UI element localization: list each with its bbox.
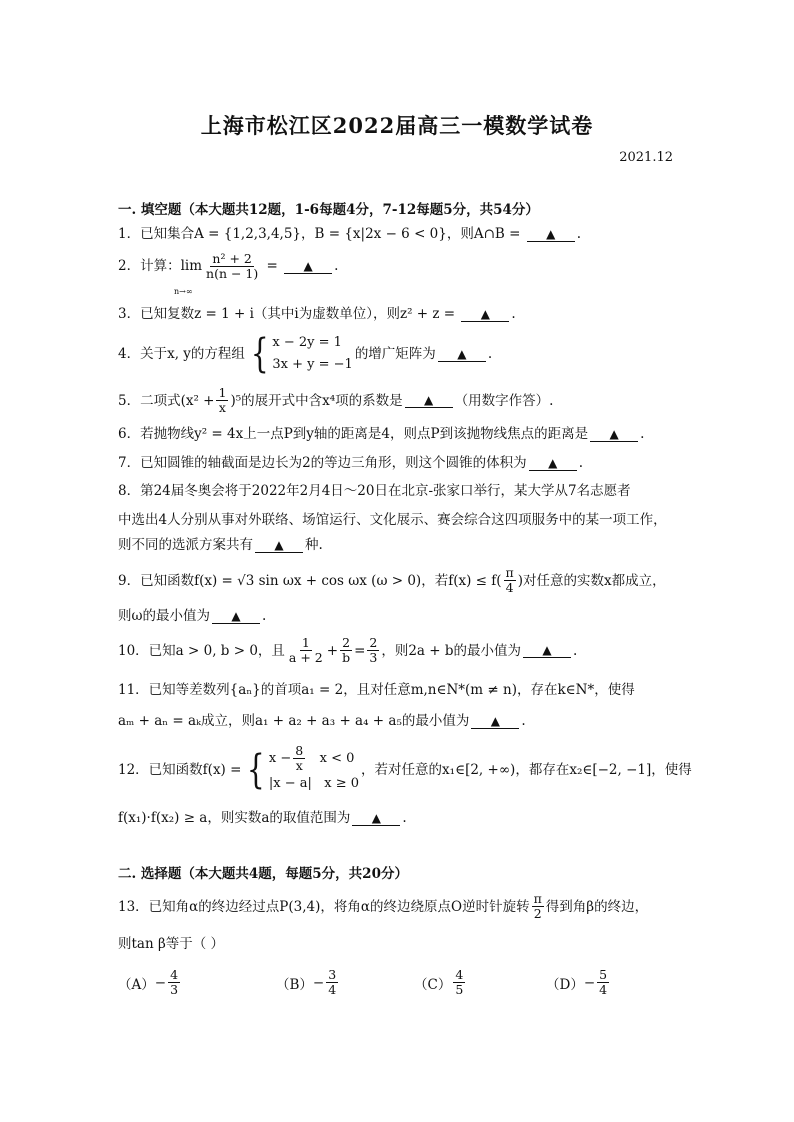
left-brace: { (250, 331, 269, 377)
answer-blank: ▲ (438, 347, 486, 362)
exam-date: 2021.12 (619, 150, 673, 165)
fraction (326, 968, 338, 997)
choice-sign: − (312, 974, 325, 991)
numerator: 1 (218, 385, 227, 400)
denominator: 5 (455, 982, 464, 997)
question-6 (118, 424, 678, 444)
question-text: 10．已知a > 0, b > 0，且 (118, 642, 285, 659)
question-text: aₘ + aₙ = aₖ成立，则a₁ + a₂ + a₃ + a₄ + a₅的最小值为 (118, 713, 470, 729)
equation-row: 3x + y = −1 (272, 357, 353, 372)
question-line: 中选出4人分别从事对外联络、场馆运行、文化展示、赛会综合这四项服务中的某一项工作， (118, 512, 667, 528)
question-3 (118, 304, 678, 324)
piece-row: |x − a| x ≥ 0 (268, 776, 360, 791)
question-text-end: . (402, 810, 407, 826)
piece-text: x − (268, 750, 292, 766)
numerator: n² + 2 (212, 251, 252, 266)
question-9-line2 (118, 606, 678, 626)
left-brace: { (247, 746, 266, 793)
question-12 (118, 743, 692, 795)
question-text: 6．若抛物线y² = 4x上一点P到y轴的距离是4，则点P到该抛物线焦点的距离是 (118, 426, 589, 442)
answer-blank: ▲ (461, 307, 509, 322)
equation-system (247, 332, 353, 376)
answer-blank: ▲ (352, 811, 400, 826)
fraction (504, 566, 516, 595)
section2-heading: 二. 选择题（本大题共4题，每题5分，共20分） (118, 866, 408, 882)
question-2 (118, 251, 678, 296)
choice-label: （A） (118, 976, 155, 993)
answer-blank: ▲ (590, 427, 638, 442)
fraction (287, 636, 325, 665)
question-11 (118, 680, 678, 700)
fraction (453, 968, 465, 997)
numerator: 5 (599, 967, 608, 982)
question-text-mid: )对任意的实数x都成立， (517, 572, 666, 589)
question-text: 12．已知函数f(x) = (118, 761, 242, 778)
question-line: 8．第24届冬奥会将于2022年2月4日～20日在北京-张家口举行，某大学从7名志愿者 (118, 483, 631, 499)
denominator: 4 (505, 580, 514, 595)
question-text-end: . (487, 346, 493, 362)
question-text-end: . (334, 258, 339, 274)
fraction (216, 386, 228, 415)
question-4 (118, 332, 678, 376)
choice-a[interactable] (118, 968, 182, 997)
question-text: 13．已知角α的终边经过点P(3,4)，将角α的终边绕原点O逆时针旋转 (118, 898, 530, 915)
numerator: 4 (170, 967, 179, 982)
piece-condition: x < 0 (307, 750, 355, 766)
choice-sign: − (583, 974, 596, 991)
exam-title: 上海市松江区2022届高三一模数学试卷 (200, 113, 594, 138)
question-text-end: . (511, 306, 516, 322)
denominator: 3 (369, 650, 378, 665)
question-8 (118, 481, 678, 501)
question-text: 3．已知复数z = 1 + i（其中i为虚数单位），则z² + z = (118, 306, 460, 322)
answer-blank: ▲ (212, 609, 260, 624)
denominator: 3 (170, 982, 179, 997)
question-text: 则tan β等于（ ） (118, 936, 225, 952)
question-text-end: 种. (305, 537, 323, 553)
question-text-mid: ，则2a + b的最小值为 (381, 642, 522, 659)
question-text: 4．关于x, y的方程组 (118, 346, 245, 362)
denominator: b (342, 650, 351, 665)
question-text-end: . (573, 642, 578, 659)
fraction (532, 892, 544, 921)
equation-row: x − 2y = 1 (272, 335, 342, 350)
choice-c[interactable] (414, 968, 467, 997)
fraction (340, 636, 352, 665)
fraction (293, 744, 305, 773)
denominator: 4 (599, 982, 608, 997)
question-5 (118, 386, 678, 415)
question-text: 则不同的选派方案共有 (118, 537, 253, 553)
question-8-line3 (118, 535, 678, 555)
question-11-line2 (118, 711, 678, 731)
choice-d[interactable] (546, 968, 611, 997)
denominator: a + 2 (288, 650, 323, 665)
denominator: n(n − 1) (206, 266, 259, 281)
question-13-line2 (118, 934, 678, 954)
question-text: 5．二项式(x² + (118, 392, 215, 409)
numerator: π (533, 891, 542, 906)
answer-blank: ▲ (405, 393, 453, 408)
question-text: 1．已知集合A = {1,2,3,4,5}，B = {x|2x − 6 < 0}，则A∩B = (118, 226, 525, 242)
question-1 (118, 224, 678, 244)
question-text-end: . (578, 455, 583, 471)
denominator: x (295, 758, 303, 773)
question-text-end: . (262, 608, 267, 624)
choice-label: （C） (414, 976, 452, 993)
denominator: 2 (533, 906, 542, 921)
question-text-mid: ，若对任意的x₁∈[2, +∞)，都存在x₂∈[−2, −1]，使得 (361, 761, 692, 778)
equals: = (354, 642, 366, 659)
choice-label: （B） (276, 976, 313, 993)
answer-blank: ▲ (527, 227, 575, 242)
numerator: 8 (295, 743, 304, 758)
numerator: 4 (455, 967, 464, 982)
question-text-mid: )⁵的展开式中含x⁴项的系数是 (230, 392, 403, 409)
question-text-end: . (521, 713, 526, 729)
question-8-line2 (118, 510, 678, 530)
question-text: f(x₁)·f(x₂) ≥ a，则实数a的取值范围为 (118, 810, 351, 826)
section1-heading: 一. 填空题（本大题共12题，1-6每题4分，7-12每题5分，共54分） (118, 202, 539, 218)
fraction (204, 252, 260, 281)
question-text-end: （用数字作答）. (454, 392, 554, 409)
numerator: 3 (328, 967, 337, 982)
choice-b[interactable] (276, 968, 340, 997)
question-text: 2．计算：lim (118, 258, 203, 274)
choice-sign: − (154, 974, 167, 991)
question-text: 7．已知圆锥的轴截面是边长为2的等边三角形，则这个圆锥的体积为 (118, 455, 527, 471)
equals: = (262, 258, 283, 274)
fraction (597, 968, 609, 997)
fraction (367, 636, 379, 665)
question-10 (118, 636, 678, 665)
numerator: 1 (301, 635, 310, 650)
choice-label: （D） (546, 976, 584, 993)
piece-row (269, 744, 359, 773)
question-12-line2 (118, 808, 678, 828)
answer-blank: ▲ (471, 714, 519, 729)
question-text-mid: 得到角β的终边， (545, 898, 649, 915)
answer-blank: ▲ (255, 538, 303, 553)
fraction (168, 968, 180, 997)
question-text-end: . (640, 426, 645, 442)
question-text-mid: 的增广矩阵为 (354, 346, 436, 362)
answer-blank: ▲ (284, 259, 332, 274)
piecewise-function (243, 744, 359, 795)
denominator: x (218, 400, 226, 415)
answer-blank: ▲ (523, 643, 571, 658)
question-9 (118, 566, 678, 595)
question-text: 则ω的最小值为 (118, 608, 211, 624)
answer-blank: ▲ (529, 456, 577, 471)
question-13 (118, 892, 678, 921)
plus-sign: + (326, 642, 339, 659)
question-text-end: . (576, 226, 582, 242)
question-line: 11．已知等差数列{aₙ}的首项a₁ = 2，且对任意m,n∈N*(m ≠ n)，存在k∈N*，使得 (118, 682, 635, 698)
numerator: π (505, 565, 514, 580)
question-text: 9．已知函数f(x) = √3 sin ωx + cos ωx (ω > 0)，若f(x) ≤ f( (118, 572, 502, 589)
numerator: 2 (342, 635, 351, 650)
question-7 (118, 453, 678, 473)
numerator: 2 (369, 635, 378, 650)
limit-subscript: n→∞ (174, 287, 193, 296)
denominator: 4 (328, 982, 337, 997)
